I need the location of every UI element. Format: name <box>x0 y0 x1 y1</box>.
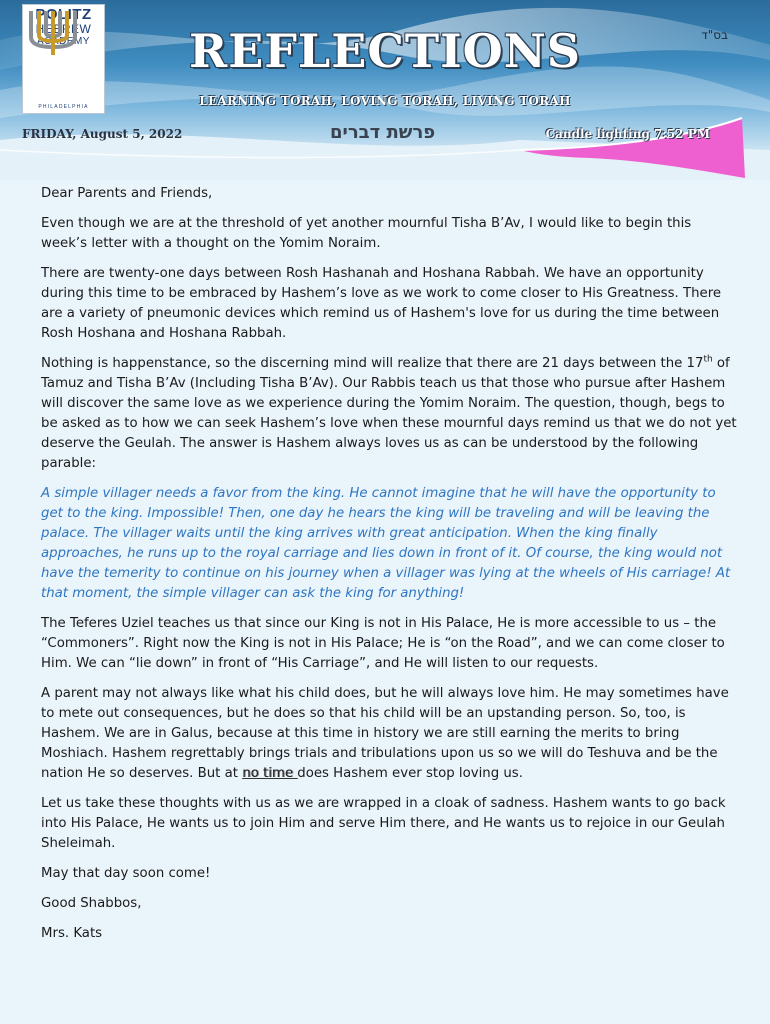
paragraph-6 <box>41 684 737 784</box>
paragraph-3-start: Nothing is happenstance, so the discerning mind will realize that there are 21 days between the 17 <box>41 356 704 371</box>
paragraph-8: May that day soon come! <box>41 866 211 881</box>
parsha-name: פרשת דברים <box>330 122 436 143</box>
paragraph-6-end: does Hashem ever stop loving us. <box>297 766 523 781</box>
ordinal-suffix: th <box>703 354 713 365</box>
logo-line-1: POLITZ <box>35 6 92 23</box>
logo-line-3: ACADEMY <box>37 36 90 47</box>
emphasis-no-time: no time <box>242 766 298 781</box>
logo-line-4: PHILADELPHIA <box>38 104 89 110</box>
paragraph-6-start: A parent may not always like what his child does, but he will always love him. He may sometimes have to mete out consequences, but he does so that his child will be an upstanding person. So, too, is Hashem. We are in Galus, because at this time in history we are still earning the merits to bring Moshiach. Hashem regrettably brings trials and tribulations upon us so we will do Teshuva and be the nation He so deserves. But at <box>41 686 729 781</box>
parable: A simple villager needs a favor from the king. He cannot imagine that he will have the opportunity to get to the king. Impossible! Then, one day he hears the king will be traveling and will be leaving the palace. The villager waits until the king arrives with great anticipation. When the king finally approaches, he runs up to the royal carriage and lies down in front of it. Of course, the king would not have the temerity to continue on his journey when a villager was lying at the wheels of His carriage! At that moment, the simple villager can ask the king for anything! <box>41 486 731 601</box>
letter-body <box>41 184 737 954</box>
closing: Good Shabbos, <box>41 896 142 911</box>
signature: Mrs. Kats <box>41 926 103 941</box>
school-logo <box>22 4 105 114</box>
paragraph-1: Even though we are at the threshold of yet another mournful Tisha B’Av, I would like to begin this week’s letter with a thought on the Yomim Noraim. <box>41 216 692 251</box>
bsd-mark: בס"ד <box>701 28 728 42</box>
candle-lighting-time: Candle lighting 7:52 PM <box>545 127 710 141</box>
newsletter-subtitle: LEARNING TORAH, LOVING TORAH, LIVING TORAH <box>199 94 571 108</box>
newsletter-title: REFLECTIONS <box>188 24 582 78</box>
issue-date: FRIDAY, August 5, 2022 <box>22 127 183 141</box>
header-banner <box>0 0 770 180</box>
paragraph-3 <box>41 354 737 474</box>
paragraph-2: There are twenty-one days between Rosh Hashanah and Hoshana Rabbah. We have an opportunity during this time to be embraced by Hashem’s love as we work to come closer to His Greatness. There are a variety of pneumonic devices which remind us of Hashem's love for us during the time between Rosh Hoshana and Hoshana Rabbah. <box>41 266 722 341</box>
paragraph-3-end: of Tamuz and Tisha B’Av (Including Tisha B’Av). Our Rabbis teach us that those who pursue after Hashem will discover the same love as we experience during the Yomim Noraim. The question, though, begs to be asked as to how we can seek Hashem’s love when these mournful days remind us that we do not yet deserve the Geulah. The answer is Hashem always loves us as can be understood by the following parable: <box>41 356 737 471</box>
paragraph-7: Let us take these thoughts with us as we are wrapped in a cloak of sadness. Hashem wants to go back into His Palace, He wants us to join Him and serve Him there, and He wants us to rejoice in our Geulah Sheleimah. <box>41 796 726 851</box>
logo-line-2: HEBREW <box>35 22 92 36</box>
paragraph-5: The Teferes Uziel teaches us that since our King is not in His Palace, He is more accessible to us – the “Commoners”. Right now the King is not in His Palace; He is “on the Road”, and we can come closer to Him. We can “lie down” in front of “His Carriage”, and He will listen to our requests. <box>41 616 725 671</box>
menorah-icon <box>23 7 83 59</box>
salutation: Dear Parents and Friends, <box>41 186 213 201</box>
